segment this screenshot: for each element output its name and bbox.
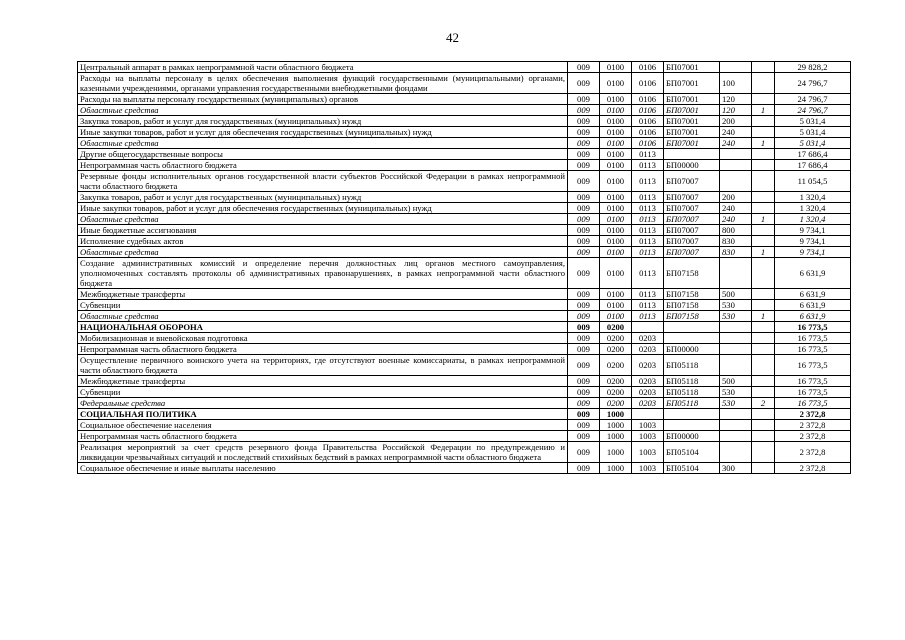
expense-type-cell: 240 (720, 214, 752, 225)
target-article-cell: БП07158 (664, 258, 720, 289)
section-code-cell: 0100 (600, 236, 632, 247)
expense-type-cell (720, 149, 752, 160)
subsection-code-cell: 0106 (632, 138, 664, 149)
section-code-cell: 0200 (600, 333, 632, 344)
amount-cell: 2 372,8 (775, 463, 851, 474)
table-row (78, 236, 851, 247)
subsection-code-cell: 1003 (632, 463, 664, 474)
ved-code-cell: 009 (568, 289, 600, 300)
target-article-cell: БП00000 (664, 431, 720, 442)
item-name-cell: Непрограммная часть областного бюджета (78, 344, 568, 355)
ved-code-cell: 009 (568, 387, 600, 398)
funding-source-cell (752, 442, 775, 463)
table-row (78, 73, 851, 94)
funding-source-cell: 1 (752, 214, 775, 225)
section-code-cell: 0100 (600, 116, 632, 127)
section-code-cell: 1000 (600, 442, 632, 463)
expense-type-cell (720, 344, 752, 355)
target-article-cell: БП07001 (664, 127, 720, 138)
ved-code-cell: 009 (568, 171, 600, 192)
item-name-cell: Центральный аппарат в рамках непрограммной части областного бюджета (78, 62, 568, 73)
item-name-cell: Межбюджетные трансферты (78, 289, 568, 300)
ved-code-cell: 009 (568, 225, 600, 236)
ved-code-cell: 009 (568, 376, 600, 387)
subsection-code-cell: 0113 (632, 149, 664, 160)
subsection-code-cell: 0113 (632, 192, 664, 203)
funding-source-cell: 2 (752, 398, 775, 409)
funding-source-cell: 1 (752, 247, 775, 258)
subsection-code-cell: 0113 (632, 214, 664, 225)
funding-source-cell (752, 171, 775, 192)
expense-type-cell: 120 (720, 105, 752, 116)
target-article-cell: БП07007 (664, 171, 720, 192)
target-article-cell: БП07001 (664, 73, 720, 94)
item-name-cell: Субвенции (78, 300, 568, 311)
ved-code-cell: 009 (568, 160, 600, 171)
table-row (78, 247, 851, 258)
subsection-code-cell: 1003 (632, 420, 664, 431)
subsection-code-cell: 0106 (632, 62, 664, 73)
ved-code-cell: 009 (568, 192, 600, 203)
subsection-code-cell (632, 322, 664, 333)
amount-cell: 11 054,5 (775, 171, 851, 192)
item-name-cell: Субвенции (78, 387, 568, 398)
target-article-cell: БП07001 (664, 116, 720, 127)
amount-cell: 2 372,8 (775, 431, 851, 442)
subsection-code-cell: 0113 (632, 247, 664, 258)
table-row (78, 376, 851, 387)
table-row (78, 289, 851, 300)
subsection-code-cell: 0106 (632, 127, 664, 138)
section-code-cell: 0100 (600, 311, 632, 322)
item-name-cell: Другие общегосударственные вопросы (78, 149, 568, 160)
item-name-cell: Реализация мероприятий за счет средств резервного фонда Правительства Российской Федерации по предупреждению и ликвидации чрезвычайных ситуаций и последствий стихийных бедствий в рамках непрограммной части областного бюджета (78, 442, 568, 463)
funding-source-cell (752, 463, 775, 474)
amount-cell: 16 773,5 (775, 398, 851, 409)
funding-source-cell: 1 (752, 311, 775, 322)
item-name-cell: Областные средства (78, 247, 568, 258)
amount-cell: 6 631,9 (775, 311, 851, 322)
expense-type-cell (720, 171, 752, 192)
table-row (78, 127, 851, 138)
table-row (78, 192, 851, 203)
ved-code-cell: 009 (568, 62, 600, 73)
section-code-cell: 0100 (600, 127, 632, 138)
section-code-cell: 0200 (600, 344, 632, 355)
expense-type-cell: 530 (720, 398, 752, 409)
target-article-cell: БП07007 (664, 203, 720, 214)
section-code-cell: 0100 (600, 214, 632, 225)
expense-type-cell: 240 (720, 138, 752, 149)
table-row (78, 333, 851, 344)
table-row (78, 322, 851, 333)
target-article-cell (664, 333, 720, 344)
target-article-cell: БП07007 (664, 214, 720, 225)
funding-source-cell (752, 203, 775, 214)
funding-source-cell (752, 127, 775, 138)
ved-code-cell: 009 (568, 409, 600, 420)
expense-type-cell (720, 355, 752, 376)
item-name-cell: Непрограммная часть областного бюджета (78, 431, 568, 442)
budget-table-body (78, 62, 851, 474)
amount-cell: 9 734,1 (775, 247, 851, 258)
item-name-cell: Мобилизационная и вневойсковая подготовка (78, 333, 568, 344)
table-row (78, 300, 851, 311)
ved-code-cell: 009 (568, 236, 600, 247)
table-row (78, 160, 851, 171)
ved-code-cell: 009 (568, 431, 600, 442)
expense-type-cell: 530 (720, 387, 752, 398)
subsection-code-cell: 0113 (632, 171, 664, 192)
target-article-cell (664, 420, 720, 431)
table-row (78, 311, 851, 322)
target-article-cell: БП07001 (664, 62, 720, 73)
amount-cell: 29 828,2 (775, 62, 851, 73)
ved-code-cell: 009 (568, 94, 600, 105)
table-row (78, 203, 851, 214)
target-article-cell: БП07007 (664, 225, 720, 236)
item-name-cell: Расходы на выплаты персоналу государственных (муниципальных) органов (78, 94, 568, 105)
expense-type-cell (720, 420, 752, 431)
table-row (78, 149, 851, 160)
target-article-cell: БП05118 (664, 355, 720, 376)
item-name-cell: Социальное обеспечение и иные выплаты населению (78, 463, 568, 474)
target-article-cell: БП07001 (664, 105, 720, 116)
section-code-cell: 0100 (600, 105, 632, 116)
subsection-code-cell: 0203 (632, 355, 664, 376)
amount-cell: 1 320,4 (775, 214, 851, 225)
target-article-cell: БП07158 (664, 289, 720, 300)
ved-code-cell: 009 (568, 398, 600, 409)
expense-type-cell: 530 (720, 300, 752, 311)
amount-cell: 9 734,1 (775, 236, 851, 247)
expense-type-cell (720, 409, 752, 420)
subsection-code-cell (632, 409, 664, 420)
amount-cell: 6 631,9 (775, 289, 851, 300)
section-code-cell: 0100 (600, 94, 632, 105)
subsection-code-cell: 0106 (632, 116, 664, 127)
ved-code-cell: 009 (568, 258, 600, 289)
amount-cell: 1 320,4 (775, 203, 851, 214)
subsection-code-cell: 0203 (632, 376, 664, 387)
item-name-cell: Социальное обеспечение населения (78, 420, 568, 431)
item-name-cell: Областные средства (78, 105, 568, 116)
expense-type-cell (720, 322, 752, 333)
ved-code-cell: 009 (568, 247, 600, 258)
funding-source-cell (752, 289, 775, 300)
amount-cell: 16 773,5 (775, 376, 851, 387)
subsection-code-cell: 0106 (632, 105, 664, 116)
amount-cell: 17 686,4 (775, 160, 851, 171)
item-name-cell: Осуществление первичного воинского учета на территориях, где отсутствуют военные комиссариаты, в рамках непрограммной части областного бюджета (78, 355, 568, 376)
funding-source-cell (752, 94, 775, 105)
expense-type-cell: 800 (720, 225, 752, 236)
subsection-code-cell: 1003 (632, 431, 664, 442)
section-code-cell: 0100 (600, 258, 632, 289)
amount-cell: 6 631,9 (775, 300, 851, 311)
table-row (78, 105, 851, 116)
subsection-code-cell: 0106 (632, 94, 664, 105)
subsection-code-cell: 0113 (632, 236, 664, 247)
amount-cell: 24 796,7 (775, 94, 851, 105)
section-code-cell: 0200 (600, 387, 632, 398)
target-article-cell: БП07158 (664, 311, 720, 322)
amount-cell: 16 773,5 (775, 387, 851, 398)
section-code-cell: 1000 (600, 431, 632, 442)
expense-type-cell: 530 (720, 311, 752, 322)
table-row (78, 94, 851, 105)
table-row (78, 344, 851, 355)
item-name-cell: Закупка товаров, работ и услуг для государственных (муниципальных) нужд (78, 116, 568, 127)
funding-source-cell (752, 160, 775, 171)
section-code-cell: 0200 (600, 398, 632, 409)
amount-cell: 17 686,4 (775, 149, 851, 160)
table-row (78, 171, 851, 192)
expense-type-cell (720, 258, 752, 289)
table-row (78, 116, 851, 127)
target-article-cell: БП07001 (664, 94, 720, 105)
expense-type-cell: 300 (720, 463, 752, 474)
table-row (78, 62, 851, 73)
section-code-cell: 0100 (600, 149, 632, 160)
target-article-cell: БП00000 (664, 160, 720, 171)
section-code-cell: 0100 (600, 289, 632, 300)
expense-type-cell: 200 (720, 192, 752, 203)
target-article-cell: БП05104 (664, 442, 720, 463)
table-row (78, 442, 851, 463)
amount-cell: 16 773,5 (775, 322, 851, 333)
funding-source-cell (752, 73, 775, 94)
subsection-code-cell: 0203 (632, 344, 664, 355)
section-code-cell: 1000 (600, 463, 632, 474)
table-row (78, 420, 851, 431)
funding-source-cell (752, 333, 775, 344)
section-code-cell: 0100 (600, 203, 632, 214)
expense-type-cell: 830 (720, 247, 752, 258)
target-article-cell: БП00000 (664, 344, 720, 355)
ved-code-cell: 009 (568, 442, 600, 463)
page-number: 42 (446, 30, 459, 45)
expense-type-cell: 500 (720, 376, 752, 387)
table-row (78, 431, 851, 442)
item-name-cell: Областные средства (78, 214, 568, 225)
target-article-cell: БП07001 (664, 138, 720, 149)
funding-source-cell (752, 431, 775, 442)
amount-cell: 2 372,8 (775, 442, 851, 463)
funding-source-cell (752, 355, 775, 376)
section-code-cell: 1000 (600, 420, 632, 431)
section-code-cell: 0100 (600, 300, 632, 311)
expense-type-cell: 240 (720, 127, 752, 138)
expense-type-cell: 200 (720, 116, 752, 127)
table-row (78, 138, 851, 149)
ved-code-cell: 009 (568, 344, 600, 355)
amount-cell: 6 631,9 (775, 258, 851, 289)
expense-type-cell (720, 431, 752, 442)
item-name-cell: Непрограммная часть областного бюджета (78, 160, 568, 171)
amount-cell: 16 773,5 (775, 344, 851, 355)
expense-type-cell: 240 (720, 203, 752, 214)
expense-type-cell: 830 (720, 236, 752, 247)
funding-source-cell (752, 387, 775, 398)
amount-cell: 5 031,4 (775, 116, 851, 127)
subsection-code-cell: 0106 (632, 73, 664, 94)
ved-code-cell: 009 (568, 300, 600, 311)
funding-source-cell: 1 (752, 138, 775, 149)
expense-type-cell (720, 442, 752, 463)
item-name-cell: Расходы на выплаты персоналу в целях обеспечения выполнения функций государственными (муниципальными) органами, казенными учреждениями, органами управления государственными внебюджетными фондами (78, 73, 568, 94)
amount-cell: 5 031,4 (775, 138, 851, 149)
expense-type-cell (720, 62, 752, 73)
item-name-cell: Областные средства (78, 311, 568, 322)
ved-code-cell: 009 (568, 105, 600, 116)
item-name-cell: Иные бюджетные ассигнования (78, 225, 568, 236)
table-row (78, 258, 851, 289)
amount-cell: 24 796,7 (775, 105, 851, 116)
ved-code-cell: 009 (568, 138, 600, 149)
ved-code-cell: 009 (568, 463, 600, 474)
expense-type-cell: 100 (720, 73, 752, 94)
target-article-cell: БП05118 (664, 376, 720, 387)
subsection-code-cell: 0113 (632, 160, 664, 171)
item-name-cell: Иные закупки товаров, работ и услуг для обеспечения государственных (муниципальных) нужд (78, 203, 568, 214)
amount-cell: 2 372,8 (775, 409, 851, 420)
ved-code-cell: 009 (568, 203, 600, 214)
section-code-cell: 0100 (600, 171, 632, 192)
section-code-cell: 1000 (600, 409, 632, 420)
funding-source-cell (752, 62, 775, 73)
ved-code-cell: 009 (568, 420, 600, 431)
section-code-cell: 0100 (600, 73, 632, 94)
section-code-cell: 0100 (600, 225, 632, 236)
funding-source-cell (752, 236, 775, 247)
item-name-cell: НАЦИОНАЛЬНАЯ ОБОРОНА (78, 322, 568, 333)
subsection-code-cell: 0113 (632, 311, 664, 322)
subsection-code-cell: 0203 (632, 398, 664, 409)
table-row (78, 355, 851, 376)
target-article-cell: БП07158 (664, 300, 720, 311)
funding-source-cell (752, 409, 775, 420)
section-code-cell: 0200 (600, 376, 632, 387)
section-code-cell: 0200 (600, 355, 632, 376)
expense-type-cell (720, 333, 752, 344)
ved-code-cell: 009 (568, 149, 600, 160)
item-name-cell: Резервные фонды исполнительных органов государственной власти субъектов Российской Федерации в рамках непрограммной части областного бюджета (78, 171, 568, 192)
subsection-code-cell: 0113 (632, 203, 664, 214)
subsection-code-cell: 1003 (632, 442, 664, 463)
table-row (78, 398, 851, 409)
item-name-cell: Федеральные средства (78, 398, 568, 409)
target-article-cell: БП05104 (664, 463, 720, 474)
target-article-cell: БП07007 (664, 192, 720, 203)
section-code-cell: 0100 (600, 160, 632, 171)
ved-code-cell: 009 (568, 311, 600, 322)
table-row (78, 214, 851, 225)
item-name-cell: Областные средства (78, 138, 568, 149)
expense-type-cell: 500 (720, 289, 752, 300)
subsection-code-cell: 0113 (632, 258, 664, 289)
section-code-cell: 0100 (600, 192, 632, 203)
funding-source-cell (752, 322, 775, 333)
amount-cell: 24 796,7 (775, 73, 851, 94)
table-row (78, 409, 851, 420)
item-name-cell: Иные закупки товаров, работ и услуг для обеспечения государственных (муниципальных) нужд (78, 127, 568, 138)
amount-cell: 9 734,1 (775, 225, 851, 236)
subsection-code-cell: 0203 (632, 387, 664, 398)
section-code-cell: 0100 (600, 138, 632, 149)
expense-type-cell (720, 160, 752, 171)
expense-type-cell: 120 (720, 94, 752, 105)
section-code-cell: 0200 (600, 322, 632, 333)
funding-source-cell (752, 420, 775, 431)
amount-cell: 16 773,5 (775, 333, 851, 344)
target-article-cell: БП07007 (664, 247, 720, 258)
amount-cell: 1 320,4 (775, 192, 851, 203)
funding-source-cell (752, 116, 775, 127)
funding-source-cell (752, 344, 775, 355)
funding-source-cell (752, 258, 775, 289)
subsection-code-cell: 0113 (632, 225, 664, 236)
ved-code-cell: 009 (568, 322, 600, 333)
funding-source-cell (752, 376, 775, 387)
target-article-cell (664, 409, 720, 420)
item-name-cell: Создание административных комиссий и определение перечня должностных лиц органов местного самоуправления, уполномоченных составлять протоколы об административных правонарушениях, в рамках непрограммной части областного бюджета (78, 258, 568, 289)
table-row (78, 225, 851, 236)
item-name-cell: Межбюджетные трансферты (78, 376, 568, 387)
amount-cell: 2 372,8 (775, 420, 851, 431)
ved-code-cell: 009 (568, 214, 600, 225)
funding-source-cell (752, 149, 775, 160)
section-code-cell: 0100 (600, 62, 632, 73)
table-row (78, 463, 851, 474)
funding-source-cell: 1 (752, 105, 775, 116)
target-article-cell (664, 149, 720, 160)
ved-code-cell: 009 (568, 127, 600, 138)
subsection-code-cell: 0113 (632, 300, 664, 311)
target-article-cell: БП07007 (664, 236, 720, 247)
subsection-code-cell: 0203 (632, 333, 664, 344)
amount-cell: 5 031,4 (775, 127, 851, 138)
funding-source-cell (752, 225, 775, 236)
amount-cell: 16 773,5 (775, 355, 851, 376)
section-code-cell: 0100 (600, 247, 632, 258)
target-article-cell: БП05118 (664, 387, 720, 398)
ved-code-cell: 009 (568, 355, 600, 376)
ved-code-cell: 009 (568, 73, 600, 94)
table-row (78, 387, 851, 398)
item-name-cell: Исполнение судебных актов (78, 236, 568, 247)
item-name-cell: Закупка товаров, работ и услуг для государственных (муниципальных) нужд (78, 192, 568, 203)
target-article-cell: БП05118 (664, 398, 720, 409)
budget-table (77, 61, 851, 474)
target-article-cell (664, 322, 720, 333)
subsection-code-cell: 0113 (632, 289, 664, 300)
ved-code-cell: 009 (568, 116, 600, 127)
item-name-cell: СОЦИАЛЬНАЯ ПОЛИТИКА (78, 409, 568, 420)
funding-source-cell (752, 192, 775, 203)
ved-code-cell: 009 (568, 333, 600, 344)
funding-source-cell (752, 300, 775, 311)
